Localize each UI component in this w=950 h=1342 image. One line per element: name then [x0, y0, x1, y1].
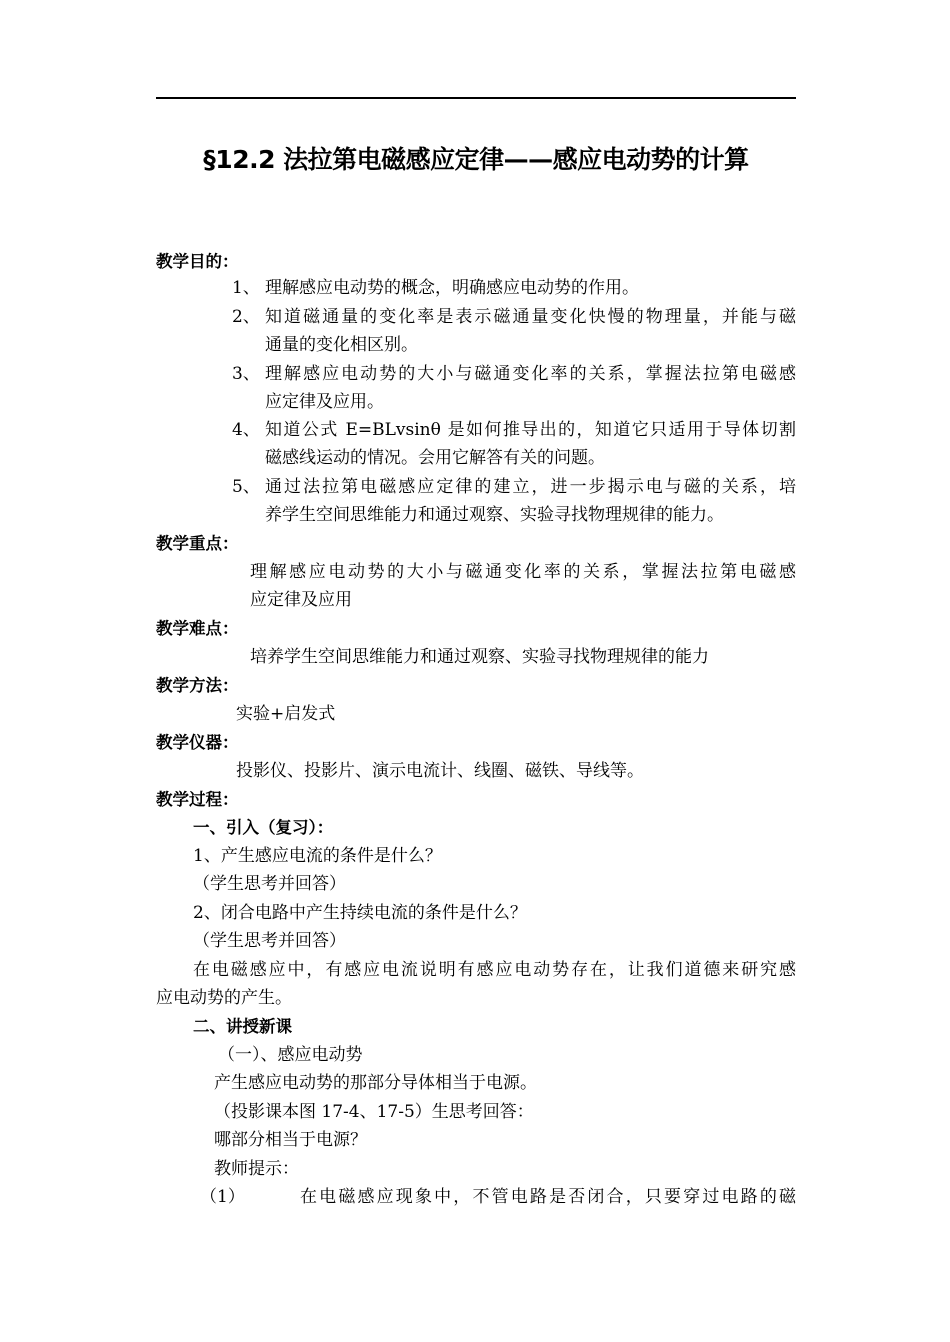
page-title: §12.2 法拉第电磁感应定律——感应电动势的计算	[203, 145, 749, 174]
instruments-heading: 教学仪器：	[156, 733, 239, 752]
difficulties-text: 培养学生空间思维能力和通过观察、实验寻找物理规律的能力	[250, 647, 709, 667]
lesson-text: 教师提示：	[214, 1159, 299, 1179]
lesson-text: （投影课本图 17-4、17-5）生思考回答：	[214, 1102, 534, 1122]
lesson-text: 哪部分相当于电源？	[214, 1130, 367, 1150]
objectives-heading: 教学目的：	[156, 252, 239, 271]
lesson-text: 产生感应电动势的那部分导体相当于电源。	[214, 1073, 537, 1093]
header-rule	[156, 97, 796, 99]
key-points-heading: 教学重点：	[156, 534, 239, 553]
objective-text: 理解感应电动势的大小与磁通变化率的关系，掌握法拉第电磁感	[265, 364, 796, 384]
intro-heading: 一、引入（复习）：	[193, 818, 334, 837]
objective-text: 磁感线运动的情况。会用它解答有关的问题。	[265, 448, 605, 468]
objective-number: 3、	[232, 364, 260, 384]
methods-heading: 教学方法：	[156, 676, 239, 695]
objective-text: 理解感应电动势的概念，明确感应电动势的作用。	[265, 278, 639, 298]
key-points-text: 应定律及应用	[250, 590, 352, 610]
difficulties-heading: 教学难点：	[156, 619, 239, 638]
objective-text: 应定律及应用。	[265, 392, 384, 412]
objective-number: 1、	[232, 278, 260, 298]
new-lesson-heading: 二、讲授新课	[193, 1017, 292, 1036]
objective-text: 知道磁通量的变化率是表示磁通量变化快慢的物理量，并能与磁	[265, 307, 796, 327]
question-text: 1、产生感应电流的条件是什么？	[193, 846, 442, 866]
objective-text: 养学生空间思维能力和通过观察、实验寻找物理规律的能力。	[265, 505, 724, 525]
key-points-text: 理解感应电动势的大小与磁通变化率的关系，掌握法拉第电磁感	[250, 562, 796, 582]
process-heading: 教学过程：	[156, 790, 239, 809]
answer-note: （学生思考并回答）	[193, 931, 346, 951]
methods-text: 实验+启发式	[236, 704, 336, 724]
intro-paragraph: 在电磁感应中，有感应电流说明有感应电动势存在，让我们道德来研究感	[193, 960, 796, 980]
intro-paragraph: 应电动势的产生。	[156, 988, 292, 1008]
item-text: 在电磁感应现象中，不管电路是否闭合，只要穿过电路的磁	[300, 1187, 796, 1207]
answer-note: （学生思考并回答）	[193, 874, 346, 894]
question-text: 2、闭合电路中产生持续电流的条件是什么？	[193, 903, 527, 923]
instruments-text: 投影仪、投影片、演示电流计、线圈、磁铁、导线等。	[236, 761, 644, 781]
objective-text: 知道公式 E=BLvsinθ 是如何推导出的，知道它只适用于导体切割	[265, 420, 796, 440]
objective-number: 4、	[232, 420, 260, 440]
objective-text: 通过法拉第电磁感应定律的建立，进一步揭示电与磁的关系，培	[265, 477, 796, 497]
objective-number: 2、	[232, 307, 260, 327]
item-number: （1）	[200, 1187, 245, 1207]
subsection-heading: （一）、感应电动势	[218, 1045, 363, 1065]
objective-text: 通量的变化相区别。	[265, 335, 418, 355]
objective-number: 5、	[232, 477, 260, 497]
